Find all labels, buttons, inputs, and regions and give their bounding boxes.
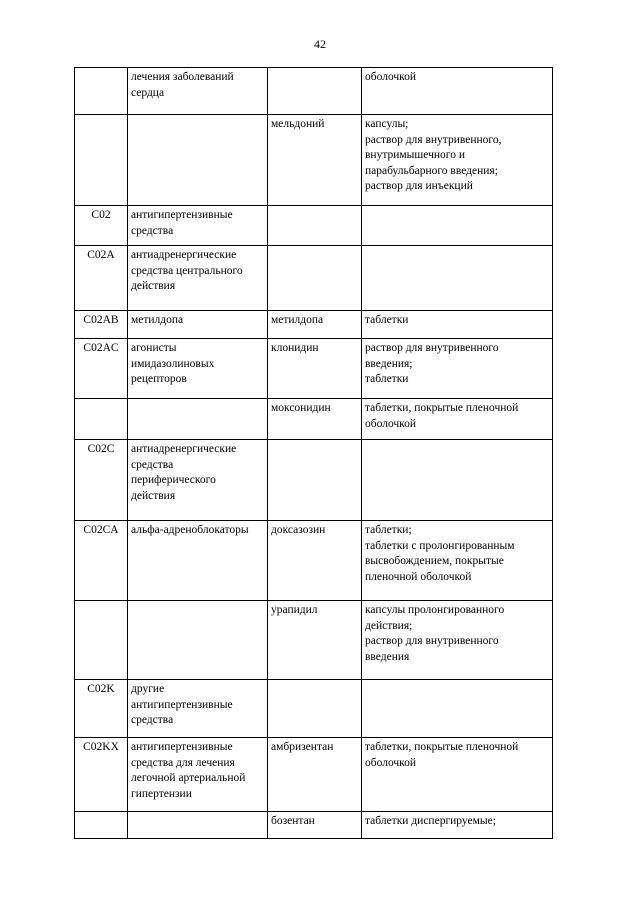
dosage-form-cell: таблетки, покрытые пленочной оболочкой [362,399,553,440]
atc-code-cell [75,68,128,115]
pharmacological-group-cell: антиадренергические средства центрального действия [128,246,268,311]
dosage-form-cell: таблетки [362,311,553,339]
drug-name-cell: амбризентан [268,738,362,812]
dosage-form-cell [362,246,553,311]
atc-code-cell: C02 [75,206,128,246]
drug-name-cell: моксонидин [268,399,362,440]
pharmacological-group-cell: альфа-адреноблокаторы [128,521,268,601]
pharmacological-group-cell: антигипертензивные средства [128,206,268,246]
drug-classification-table [74,67,553,839]
drug-name-cell [268,206,362,246]
dosage-form-cell: таблетки диспергируемые; [362,812,553,839]
atc-code-cell [75,812,128,839]
dosage-form-cell: раствор для внутривенного введения; таблетки [362,339,553,399]
atc-code-cell [75,399,128,440]
table-row [75,399,553,440]
dosage-form-cell: оболочкой [362,68,553,115]
drug-name-cell: урапидил [268,601,362,680]
dosage-form-cell: капсулы; раствор для внутривенного, внутримышечного и парабульбарного введения; раствор для инъекций [362,115,553,206]
dosage-form-cell: таблетки, покрытые пленочной оболочкой [362,738,553,812]
table-row [75,521,553,601]
atc-code-cell: C02C [75,440,128,521]
pharmacological-group-cell [128,601,268,680]
drug-name-cell [268,68,362,115]
table-row [75,738,553,812]
pharmacological-group-cell [128,115,268,206]
drug-name-cell: мельдоний [268,115,362,206]
pharmacological-group-cell: агонисты имидазолиновых рецепторов [128,339,268,399]
table-row [75,311,553,339]
atc-code-cell: C02AC [75,339,128,399]
atc-code-cell: C02K [75,680,128,738]
dosage-form-cell [362,440,553,521]
page-number: 42 [314,37,326,51]
atc-code-cell: C02KX [75,738,128,812]
dosage-form-cell [362,680,553,738]
drug-name-cell: метилдопа [268,311,362,339]
dosage-form-cell [362,206,553,246]
pharmacological-group-cell [128,399,268,440]
dosage-form-cell: капсулы пролонгированного действия; раствор для внутривенного введения [362,601,553,680]
pharmacological-group-cell [128,812,268,839]
drug-name-cell [268,680,362,738]
atc-code-cell [75,601,128,680]
table-row [75,680,553,738]
table-row [75,339,553,399]
table-row [75,601,553,680]
table-row [75,206,553,246]
pharmacological-group-cell: антигипертензивные средства для лечения легочной артериальной гипертензии [128,738,268,812]
atc-code-cell: C02A [75,246,128,311]
drug-name-cell [268,440,362,521]
table-row [75,115,553,206]
atc-code-cell [75,115,128,206]
atc-code-cell: C02CA [75,521,128,601]
pharmacological-group-cell: метилдопа [128,311,268,339]
drug-name-cell: бозентан [268,812,362,839]
pharmacological-group-cell: лечения заболеваний сердца [128,68,268,115]
table-row [75,246,553,311]
drug-name-cell: клонидин [268,339,362,399]
drug-name-cell [268,246,362,311]
pharmacological-group-cell: антиадренергические средства периферического действия [128,440,268,521]
table-row [75,812,553,839]
pharmacological-group-cell: другие антигипертензивные средства [128,680,268,738]
dosage-form-cell: таблетки; таблетки с пролонгированным высвобождением, покрытые пленочной оболочкой [362,521,553,601]
atc-code-cell: C02AB [75,311,128,339]
drug-name-cell: доксазозин [268,521,362,601]
table-row [75,68,553,115]
table-row [75,440,553,521]
